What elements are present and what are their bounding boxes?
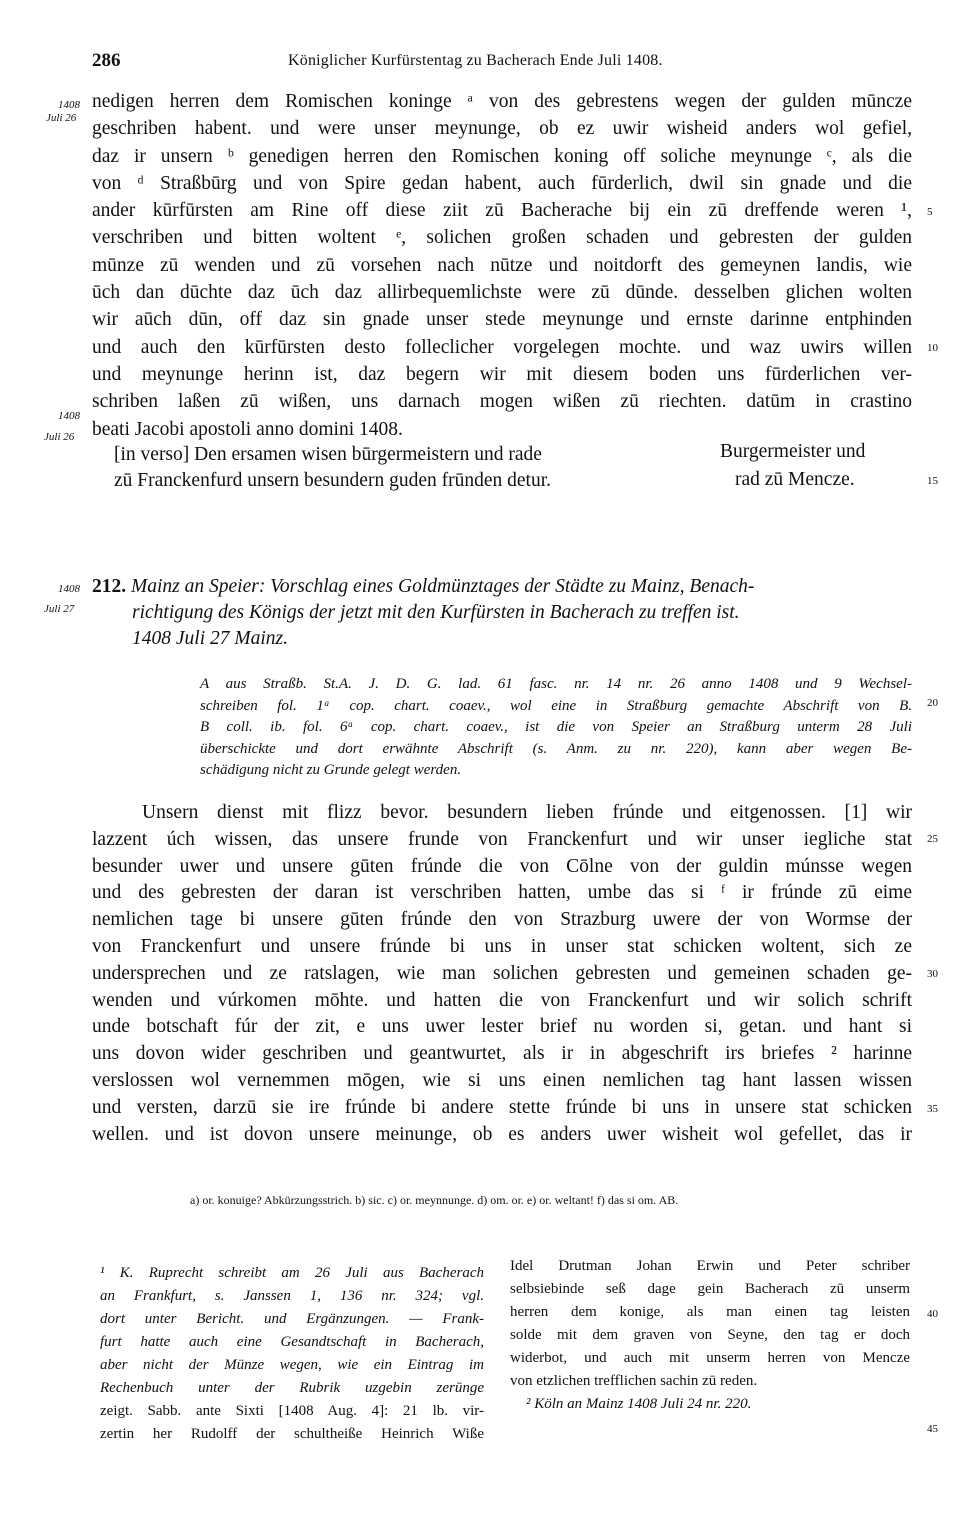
critical-apparatus: a) or. konuige? Abkürzungsstrich. b) sic. c) or. meynnunge. d) om. or. e) or. weltant! f) das si om. AB. — [190, 1193, 679, 1207]
source-line: schreiben fol. 1ᵃ cop. chart. coaev., wol eine in Straßburg gemachte Abschrift von B. — [200, 697, 912, 714]
text-line: daz ir unsern ᵇ genedigen herren den Romischen koning off soliche meynunge ᶜ, als die — [92, 145, 912, 167]
line-number: 25 — [927, 833, 938, 845]
document-number: 212. — [92, 576, 127, 597]
text-line: lazzent úch wissen, das unsere frunde von Franckenfurt und wir unser iegliche stat — [92, 828, 912, 850]
margin-date: 1408 — [58, 410, 80, 422]
text-line: von ᵈ Straßbūrg und von Spire gedan habent, auch fūrderlich, dwil sin gnade und die — [92, 172, 912, 194]
text-line: besunder uwer und unsere gūten frúnde die von Cōlne von der guldin múnsse wegen — [92, 855, 912, 877]
line-number: 5 — [927, 206, 933, 218]
text-line: undersprechen und ze ratslagen, wie man solichen gebresten und gemeinen schaden ge- — [92, 962, 912, 984]
text-line: ūch dan dūchte daz ūch daz allirbequemlichste were zū dūnde. desselben glichen wolten — [92, 282, 912, 304]
running-head: Königlicher Kurfürstentag zu Bacherach Ende Juli 1408. — [288, 52, 663, 69]
text-line: von Franckenfurt und unsere frúnde bi uns in unser stat schicken woltent, sich ze — [92, 935, 912, 957]
text-line: Unsern dienst mit flizz bevor. besundern lieben frúnde und eitgenossen. [1] wir — [142, 802, 912, 823]
address-line: zū Franckenfurd unsern besundern guden frūnden detur. — [114, 470, 551, 491]
footnote-line: zeigt. Sabb. ante Sixti [1408 Aug. 4]: 21 lb. vir- — [100, 1403, 484, 1419]
text-line: wellen. und ist dovon unsere meinunge, ob es anders uwer wisheit wol gefellet, das ir — [92, 1123, 912, 1145]
text-line: und meynunge herinn ist, daz begern wir mit diesem boden uns fūrderlichen ver- — [92, 363, 912, 385]
footnote-line: dort unter Bericht. und Ergänzungen. — Frank- — [100, 1311, 484, 1327]
source-description — [200, 674, 912, 782]
source-line: B coll. ib. fol. 6ᵃ cop. chart. coaev., ist die von Speier an Straßburg unterm 28 Juli — [200, 719, 912, 735]
footnote-line: solde mit dem graven von Seyne, den tag er doch — [510, 1327, 910, 1343]
footnotes-left — [100, 1262, 484, 1446]
footnote-line: von etzlichen trefflichen sachin zū reden. — [510, 1373, 758, 1389]
text-line: ander kūrfūrsten am Rine off diese ziit zū Bacherache bij ein zū dreffende weren ¹, — [92, 200, 912, 222]
text-line: verschriben und bitten woltent ᵉ, solichen großen schaden und gebresten der gulden — [92, 227, 912, 249]
line-number: 20 — [927, 697, 938, 709]
text-line: und auch den kūrfūrsten desto folleclicher vorgelegen mochte. und waz uwirs willen — [92, 336, 912, 358]
footnotes-right — [510, 1255, 910, 1416]
footnote-line: Idel Drutman Johan Erwin und Peter schriber — [510, 1258, 910, 1274]
footnote-line: ¹ K. Ruprecht schreibt am 26 Juli aus Bacherach — [100, 1265, 484, 1281]
footnote-line: aber nicht der Münze wegen, wie ein Eintrag im — [100, 1357, 484, 1373]
source-line: überschickte und dort erwähnte Abschrift (s. Anm. zu nr. 220), kann aber wegen Be- — [200, 740, 912, 757]
text-line: wenden und vúrkomen mōhte. und hatten die von Franckenfurt und wir solich schrift — [92, 989, 912, 1011]
address-line: [in verso] Den ersamen wisen būrgermeistern und rade — [114, 444, 542, 465]
source-line: schädigung nicht zu Grunde gelegt werden. — [200, 762, 462, 778]
line-number: 15 — [927, 475, 938, 487]
margin-date: 1408 — [58, 583, 80, 595]
heading-line: Mainz an Speier: Vorschlag eines Goldmünztages der Städte zu Mainz, Benach- — [131, 576, 755, 597]
text-line: wir aūch dūn, off daz sin gnade unser stede meynunge und ernste darinne entphinden — [92, 309, 912, 331]
footnote-line: herren dem konige, als man einen tag leisten — [510, 1304, 910, 1320]
text-line: uns dovon wider geschriben und geantwurtet, als ir in abgeschrift irs briefes ² harinne — [92, 1043, 912, 1065]
text-line: beati Jacobi apostoli anno domini 1408. — [92, 418, 403, 440]
margin-date: Juli 27 — [44, 603, 75, 615]
footnote-line: zertin her Rudolff der schultheiße Heinrich Wiße — [100, 1426, 484, 1442]
footnote-line: furt hatte auch eine Gesandtschaft in Bacherach, — [100, 1334, 484, 1350]
margin-date: Juli 26 — [46, 112, 77, 124]
text-line: unde botschaft fúr der zit, e uns uwer lester brief nu worden si, getan. und hant si — [92, 1016, 912, 1038]
margin-date: 1408 — [58, 99, 80, 111]
text-line: und des gebresten der daran ist verschriben hatten, umbe das si ᶠ ir frúnde zū eime — [92, 882, 912, 904]
page-number: 286 — [92, 50, 121, 71]
document-text — [92, 800, 912, 1148]
margin-date: Juli 26 — [44, 431, 75, 443]
text-line: mūnze zū wenden und zū vorsehen nach nūtze und noitdorft des gemeynen landis, wie — [92, 254, 912, 276]
document-heading — [92, 574, 912, 652]
heading-line: 1408 Juli 27 Mainz. — [132, 628, 288, 649]
footnote-line: widerbot, und auch mit unserm herren von Mencze — [510, 1350, 910, 1366]
text-line: schriben laßen zū wißen, uns darnach mogen wißen zū riechten. datūm in crastino — [92, 391, 912, 413]
footnote-line: selbsiebinde seß dage gein Bacherach zū unserm — [510, 1281, 910, 1297]
letter-text — [92, 88, 912, 443]
footnote-line: an Frankfurt, s. Janssen 1, 136 nr. 324; vgl. — [100, 1288, 484, 1304]
footnote-line: Rechenbuch unter der Rubrik uzgebin zerūnge — [100, 1380, 484, 1396]
line-number: 40 — [927, 1308, 938, 1320]
line-number: 45 — [927, 1423, 938, 1435]
line-number: 30 — [927, 968, 938, 980]
text-line: nedigen herren dem Romischen koninge ᵃ von des gebrestens wegen der gulden mūncze — [92, 91, 912, 112]
text-line: und versten, darzū sie ire frúnde bi andere stette frúnde bi uns in unsere stat schicken — [92, 1096, 912, 1118]
signature-line: rad zū Mencze. — [735, 469, 855, 490]
line-number: 10 — [927, 342, 938, 354]
signature-line: Burgermeister und — [720, 441, 866, 462]
source-line: A aus Straßb. St.A. J. D. G. lad. 61 fasc. nr. 14 nr. 26 anno 1408 und 9 Wechsel- — [200, 676, 912, 692]
text-line: geschriben habent. und were unser meynunge, ob ez uwir wisheid anders wol gefiel, — [92, 118, 912, 140]
heading-line: richtigung des Königs der jetzt mit den Kurfürsten in Bacherach zu treffen ist. — [132, 602, 740, 623]
line-number: 35 — [927, 1103, 938, 1115]
text-line: nemlichen tage bi unsere gūten frúnde den von Strazburg uwere der von Wormse der — [92, 909, 912, 931]
footnote-line: ² Köln an Mainz 1408 Juli 24 nr. 220. — [526, 1396, 752, 1412]
text-line: verslossen wol vernemmen mōgen, wie si uns einen nemlichen tag hant lassen wissen — [92, 1069, 912, 1091]
